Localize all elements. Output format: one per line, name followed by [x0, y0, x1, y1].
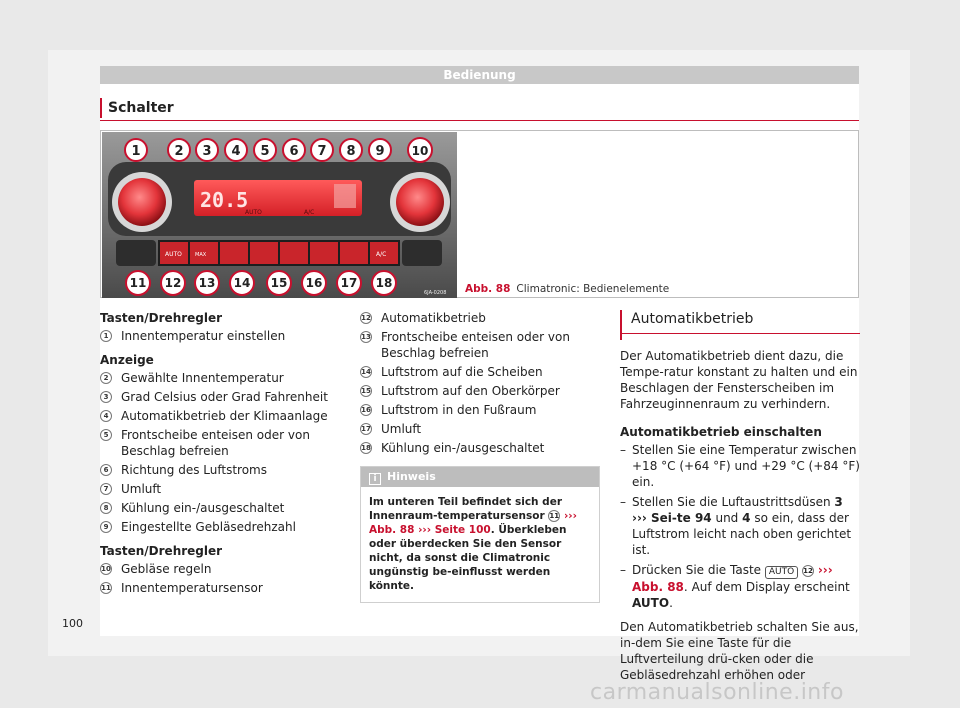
caption-id: Abb. 88 [465, 283, 511, 295]
auto-mode-outro: Den Automatikbetrieb schalten Sie aus, in-dem Sie eine Taste für die Luftverteilung drü-cken oder die Gebläsedrehzahl erhöhen oder [620, 620, 859, 682]
chapter-band: Bedienung [100, 66, 859, 84]
callout-8: 8 [346, 144, 356, 159]
list-item: 2 Gewählte Innentemperatur [100, 370, 345, 386]
step-callout: 12 [803, 567, 813, 575]
legend-column-1 [100, 310, 345, 599]
hint-box [360, 466, 600, 603]
climatronic-panel-image [102, 132, 457, 298]
callout-6: 6 [289, 144, 299, 159]
list-item: 6 Richtung des Luftstroms [100, 462, 345, 478]
group-head-controls: Tasten/Drehregler [100, 311, 223, 325]
step-ref-page[interactable]: 3 ››› Sei-te 94 [632, 495, 843, 525]
callout-5: 5 [260, 144, 270, 159]
list-item: 1 Innentemperatur einstellen [100, 328, 345, 344]
list-item: 9 Eingestellte Gebläsedrehzahl [100, 519, 345, 535]
callout-13: 13 [198, 276, 216, 290]
callout-15: 15 [270, 276, 288, 290]
hint-title: Hinweis [387, 470, 436, 483]
hint-ref-figure[interactable]: ››› Abb. 88 [369, 510, 577, 536]
section-rule [100, 120, 859, 121]
group-head-controls-2: Tasten/Drehregler [100, 544, 223, 558]
list-item: 8 Kühlung ein-/ausgeschaltet [100, 500, 345, 516]
callout-12: 12 [164, 276, 182, 290]
button-max-label: MAX [195, 252, 207, 258]
callout-18: 18 [375, 276, 393, 290]
list-item: 17 Umluft [361, 422, 422, 436]
callout-17: 17 [340, 276, 358, 290]
auto-mode-intro: Der Automatikbetrieb dient dazu, die Tempe-ratur konstant zu halten und ein Beschlagen der Fensterscheiben im Fahrzeuginnenraum zu verhindern. [620, 349, 858, 411]
step-item: – Stellen Sie die Luftaustrittsdüsen 3 ››› Sei-te 94 und 4 so ein, dass der Luftstrom leicht nach oben gerichtet ist. [620, 494, 860, 558]
auto-mode-subhead: Automatikbetrieb einschalten [620, 425, 822, 439]
list-item: 18 Kühlung ein-/ausgeschaltet [361, 441, 545, 455]
figure [100, 130, 859, 298]
section-marker [100, 98, 102, 118]
list-item: 15 Luftstrom auf den Oberkörper [361, 384, 560, 398]
hint-callout: 11 [549, 512, 560, 520]
list-item: 7 Umluft [100, 481, 345, 497]
list-item: 12 Automatikbetrieb [361, 311, 486, 325]
callout-16: 16 [305, 276, 323, 290]
list-item: 16 Luftstrom in den Fußraum [361, 403, 537, 417]
step-ref-figure[interactable]: ››› Abb. 88 [632, 563, 833, 594]
auto-mode-column [620, 310, 860, 683]
figure-caption [465, 283, 669, 295]
list-item: 5 Frontscheibe enteisen oder von Beschlag befreien [100, 427, 345, 459]
watermark: carmanualsonline.info [590, 680, 844, 705]
display-temperature: 20.5 [200, 188, 249, 212]
list-item: 10 Gebläse regeln [101, 562, 212, 576]
callout-7: 7 [317, 144, 327, 159]
step-item: – Drücken Sie die Taste AUTO 12 ››› Abb. 88. Auf dem Display erscheint AUTO. [620, 562, 860, 611]
callout-10: 10 [411, 144, 429, 158]
list-item: 13 Frontscheibe enteisen oder von Beschlag befreien [361, 330, 570, 360]
button-auto-label: AUTO [165, 251, 182, 258]
display-auto: AUTO [245, 209, 262, 216]
button-ac-label: A/C [376, 251, 387, 258]
page-number: 100 [62, 617, 83, 630]
callout-2: 2 [174, 144, 184, 159]
legend-column-2 [360, 310, 600, 603]
callout-14: 14 [233, 276, 251, 290]
section-title: Schalter [108, 100, 174, 116]
info-icon: i [369, 473, 381, 485]
list-item: 3 Grad Celsius oder Grad Fahrenheit [100, 389, 345, 405]
callout-11: 11 [129, 276, 147, 290]
hint-ref-page[interactable]: ››› Seite 100 [418, 524, 491, 536]
step-item: – Stellen Sie eine Temperatur zwischen +18 °C (+64 °F) und +29 °C (+84 °F) ein. [620, 442, 860, 490]
caption-text: Climatronic: Bedienelemente [516, 283, 670, 295]
list-item: 14 Luftstrom auf die Scheiben [361, 365, 543, 379]
hint-body: Im unteren Teil befindet sich der Innenraum-temperatursensor 11 ››› Abb. 88 ››› Seite 100. Überkleben oder überdecken Sie den Sensor nicht, da sonst die Climatronic ungünstig be-einflusst werden könnte. [369, 496, 577, 592]
auto-mode-title: Automatikbetrieb [620, 310, 860, 340]
list-item: 4 Automatikbetrieb der Klimaanlage [100, 408, 345, 424]
list-item: 11 Innentemperatursensor [101, 581, 263, 595]
image-code: 6JA-0208 [424, 290, 447, 296]
display-ac: A/C [304, 209, 315, 216]
hint-header [361, 467, 599, 487]
callout-9: 9 [375, 144, 385, 159]
callout-1: 1 [131, 144, 141, 159]
auto-key: AUTO [765, 566, 798, 579]
group-head-display: Anzeige [100, 353, 154, 367]
callout-3: 3 [202, 144, 212, 159]
callout-4: 4 [231, 144, 241, 159]
